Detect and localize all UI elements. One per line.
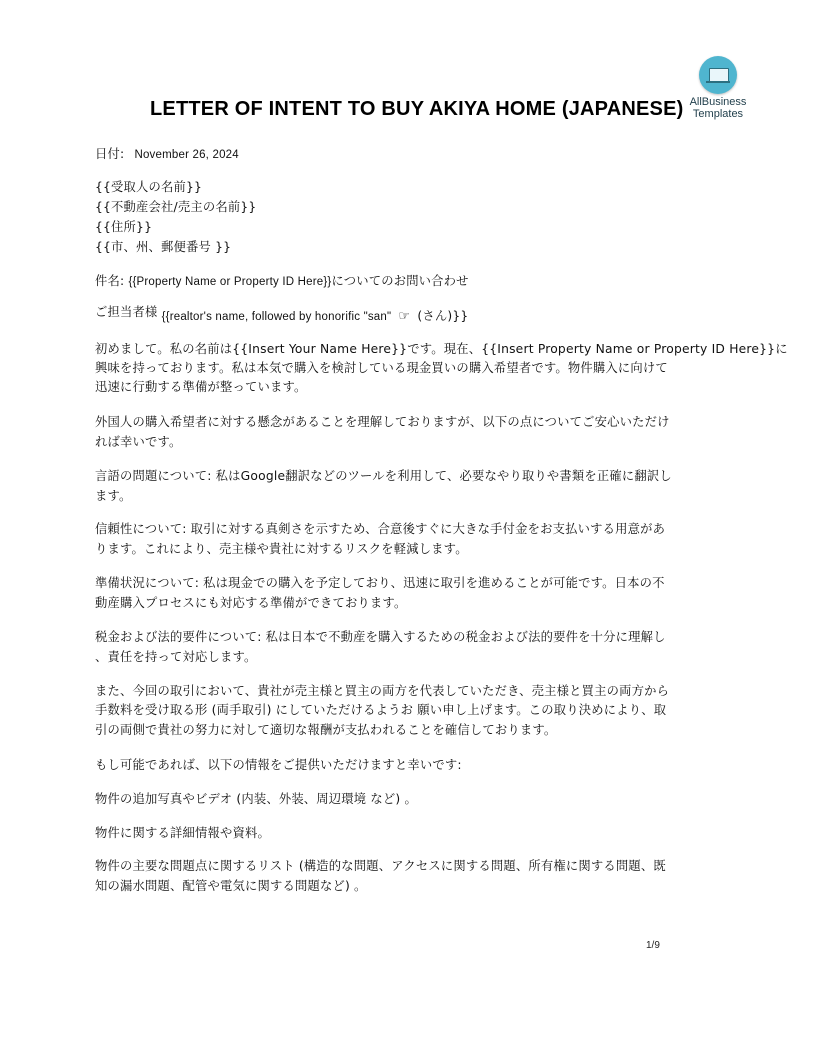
body-paragraph-2-line-1: 外国人の購入希望者に対する懸念があることを理解しておりますが、以下の点についてご安心いただけ — [95, 415, 670, 429]
recipient-address: {{住所}} — [95, 220, 153, 234]
date-value: November 26, 2024 — [134, 149, 239, 161]
date-line — [95, 144, 239, 162]
salutation-prefix: ご担当者様 — [95, 305, 158, 319]
subject-label: 件名: — [95, 274, 125, 288]
salutation-line — [95, 302, 469, 324]
body-paragraph-8: もし可能であれば、以下の情報をご提供いただけますと幸いです: — [95, 758, 462, 772]
logo-line-2: Templates — [692, 108, 744, 120]
salutation-placeholder: {{realtor's name, followed by honorific "san" — [161, 311, 392, 323]
body-paragraph-6-line-2: 、責任を持って対応します。 — [95, 650, 257, 664]
body-paragraph-7-line-3: 引の両側で貴社の努力に対して適切な報酬が支払われることを確信しております。 — [95, 723, 557, 737]
subject-line — [95, 271, 469, 289]
recipient-city: {{市、州、郵便番号 }} — [95, 240, 232, 254]
body-paragraph-3-line-1: 言語の問題について: 私はGoogle翻訳などのツールを利用して、必要なやり取りや書類を正確に翻訳し — [95, 469, 672, 483]
body-paragraph-4-line-2: ります。これにより、売主様や貴社に対するリスクを軽減します。 — [95, 542, 468, 556]
body-paragraph-6-line-1: 税金および法的要件について: 私は日本で不動産を購入するための税金および法的要件を十分に理解し — [95, 630, 666, 644]
body-paragraph-10: 物件に関する詳細情報や資料。 — [95, 826, 270, 840]
laptop-icon — [699, 56, 737, 94]
logo-line-1: AllBusiness — [689, 96, 747, 108]
body-paragraph-11-line-1: 物件の主要な問題点に関するリスト (構造的な問題、アクセスに関する問題、所有権に関する問題、既 — [95, 859, 666, 873]
subject-placeholder: {{Property Name or Property ID Here}} — [128, 276, 332, 288]
salutation-suffix: (さん)}} — [417, 309, 469, 323]
body-paragraph-7-line-2: 手数料を受け取る形 (両手取引) にしていただけるようお 願い申し上げます。この取り決めにより、取 — [95, 703, 667, 717]
body-paragraph-4-line-1: 信頼性について: 取引に対する真剣さを示すため、合意後すぐに大きな手付金をお支払いする用意があ — [95, 522, 666, 536]
pointing-hand-icon: ☞ — [398, 309, 411, 324]
subject-suffix: についてのお問い合わせ — [331, 274, 469, 288]
body-paragraph-1-line-1: 初めまして。私の名前は{{Insert Your Name Here}}です。現在、{{Insert Property Name or Property ID Here}}に — [95, 342, 788, 356]
recipient-name: {{受取人の名前}} — [95, 180, 203, 194]
page-number: 1/9 — [646, 940, 660, 951]
body-paragraph-9: 物件の追加写真やビデオ (内装、外装、周辺環境 など) 。 — [95, 792, 418, 806]
document-title: LETTER OF INTENT TO BUY AKIYA HOME (JAPANESE) — [150, 98, 684, 120]
body-paragraph-5-line-1: 準備状況について: 私は現金での購入を予定しており、迅速に取引を進めることが可能です。日本の不 — [95, 576, 665, 590]
body-paragraph-11-line-2: 知の漏水問題、配管や電気に関する問題など) 。 — [95, 879, 367, 893]
recipient-company: {{不動産会社/売主の名前}} — [95, 200, 257, 214]
body-paragraph-7-line-1: また、今回の取引において、貴社が売主様と買主の両方を代表していただき、売主様と買主の両方から — [95, 684, 670, 698]
body-paragraph-2-line-2: れば幸いです。 — [95, 435, 182, 449]
logo-text — [686, 96, 750, 120]
body-paragraph-5-line-2: 動産購入プロセスにも対応する準備ができております。 — [95, 596, 407, 610]
allbusiness-logo[interactable] — [686, 56, 750, 120]
date-label: 日付: — [95, 147, 125, 161]
body-paragraph-1-line-3: 迅速に行動する準備が整っています。 — [95, 380, 307, 394]
body-paragraph-3-line-2: ます。 — [95, 489, 132, 503]
body-paragraph-1-line-2: 興味を持っております。私は本気で購入を検討している現金買いの購入希望者です。物件購入に向けて — [95, 361, 668, 375]
